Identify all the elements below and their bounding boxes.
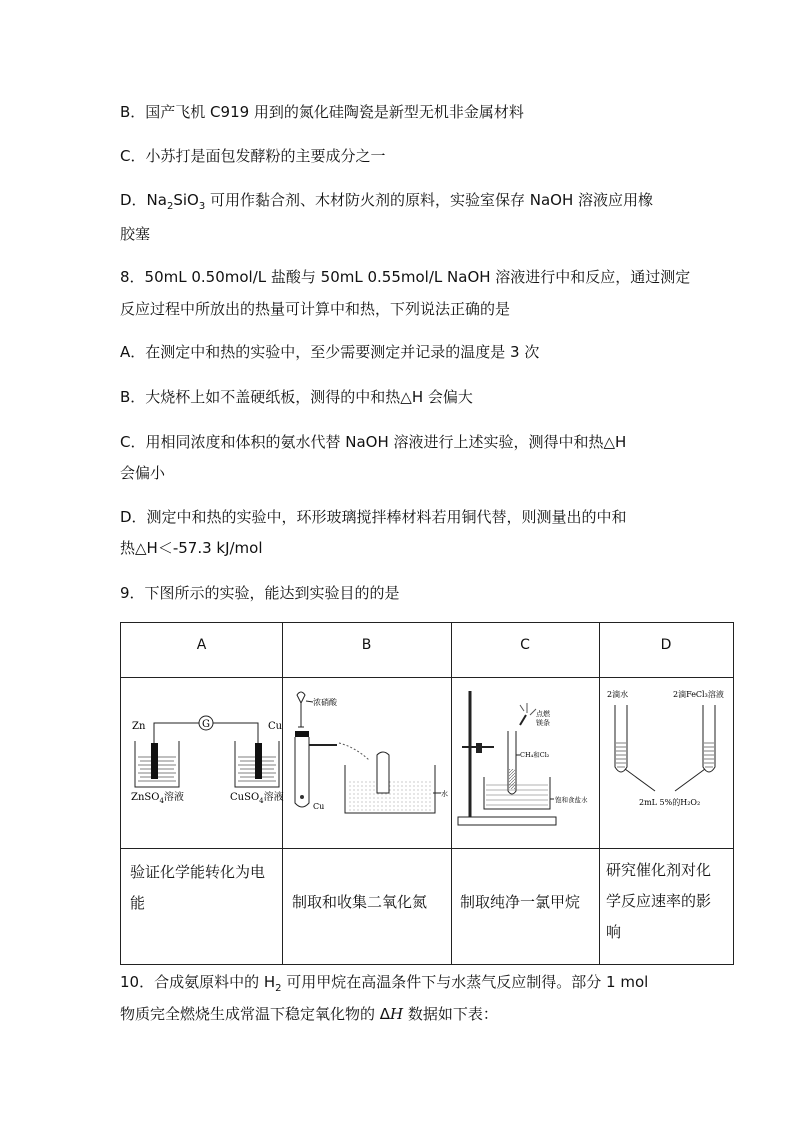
option-c: C．小苏打是面包发酵粉的主要成分之一	[120, 147, 386, 165]
option-d-line2: 胶塞	[120, 225, 151, 243]
option-d-sub1: 2	[166, 201, 174, 212]
option-d-rest: 可用作黏合剂、木材防火剂的原料，实验室保存 NaOH 溶液应用橡	[205, 191, 654, 209]
q10-line1	[120, 972, 648, 999]
figure-c-methane-apparatus	[454, 681, 598, 837]
h2o2-label: 2mL 5%的H₂O₂	[639, 798, 701, 807]
q10-text-b: 可用甲烷在高温条件下与水蒸气反应制得。部分 1 mol	[281, 973, 649, 991]
table-header-a: A	[196, 637, 207, 653]
caption-b: 制取和收集二氧化氮	[292, 893, 428, 911]
left-test-tube	[615, 705, 627, 772]
q10-sub: 2	[275, 983, 282, 994]
option-d	[120, 190, 653, 217]
table-header-d: D	[660, 637, 672, 653]
figure-d-catalyst-tubes	[601, 683, 733, 835]
q10-line2	[120, 1004, 498, 1024]
caption-c: 制取纯净一氯甲烷	[460, 893, 581, 911]
q8-option-b: B．大烧杯上如不盖硬纸板，测得的中和热△H 会偏大	[120, 388, 473, 406]
q8-option-c-line1: C．用相同浓度和体积的氨水代替 NaOH 溶液进行上述实验，测得中和热△H	[120, 433, 627, 451]
caption-d-line2: 学反应速率的影	[606, 892, 712, 910]
right-test-tube	[703, 705, 715, 772]
caption-a-line1: 验证化学能转化为电	[130, 863, 266, 881]
galvanometer-label: G	[202, 719, 210, 730]
caption-a	[130, 857, 265, 919]
q10-line2-c: 数据如下表：	[403, 1005, 498, 1023]
figure-a-galvanic-cell	[127, 699, 284, 807]
acid-label: 浓硝酸	[313, 698, 337, 707]
q8-stem-line2: 反应过程中所放出的热量可计算中和热，下列说法正确的是	[120, 300, 511, 318]
option-d-mid: SiO	[173, 191, 199, 209]
gas-label: CH₄和Cl₂	[520, 751, 550, 759]
option-b: B．国产飞机 C919 用到的氮化硅陶瓷是新型无机非金属材料	[120, 103, 524, 121]
option-d-sub2: 3	[198, 201, 206, 212]
cuso4-label: CuSO$_4$溶液	[230, 792, 284, 805]
right-tube-label: 2滴FeCl₃溶液	[673, 690, 724, 699]
q8-option-d-line1: D．测定中和热的实验中，环形玻璃搅拌棒材料若用铜代替，则测量出的中和	[120, 508, 627, 526]
q10-line2-a: 物质完全燃烧生成常温下稳定氧化物的 Δ	[120, 1005, 391, 1023]
strip-label-2: 镁条	[536, 719, 550, 727]
experiment-table	[120, 622, 734, 965]
cu-electrode	[255, 743, 262, 779]
cu-label: Cu	[268, 721, 283, 732]
option-d-prefix: D．Na	[120, 191, 167, 209]
cu-label: Cu	[313, 802, 325, 811]
caption-d	[606, 855, 711, 948]
strip-label-1: 点燃	[536, 710, 550, 718]
water-label: 水	[441, 790, 448, 798]
table-header-c: C	[520, 637, 530, 653]
znso4-label: ZnSO$_4$溶液	[131, 792, 184, 805]
stand-base	[458, 817, 556, 825]
q10-line2-h: H	[390, 1005, 404, 1023]
q8-option-c-line2: 会偏小	[120, 464, 166, 482]
liquid-label: 饱和食盐水	[555, 796, 588, 804]
q8-stem-line1: 8．50mL 0.50mol/L 盐酸与 50mL 0.55mol/L NaOH 溶液进行中和反应，通过测定	[120, 268, 691, 286]
zn-label: Zn	[132, 721, 146, 732]
zn-electrode	[151, 743, 158, 779]
caption-d-line1: 研究催化剂对化	[606, 861, 712, 879]
left-tube-label: 2滴水	[607, 690, 629, 699]
q8-option-d-line2: 热△H＜-57.3 kJ/mol	[120, 539, 263, 557]
q8-option-a: A．在测定中和热的实验中，至少需要测定并记录的温度是 3 次	[120, 343, 540, 361]
q10-text-a: 10．合成氨原料中的 H	[120, 973, 276, 991]
q9-stem: 9．下图所示的实验，能达到实验目的的是	[120, 584, 400, 602]
table-header-b: B	[361, 637, 372, 653]
caption-d-line3: 响	[606, 923, 622, 941]
figure-b-no2-apparatus	[285, 685, 449, 835]
water-trough	[484, 777, 550, 809]
gas-collection-bottle	[377, 752, 389, 793]
caption-a-line2: 能	[130, 894, 146, 912]
